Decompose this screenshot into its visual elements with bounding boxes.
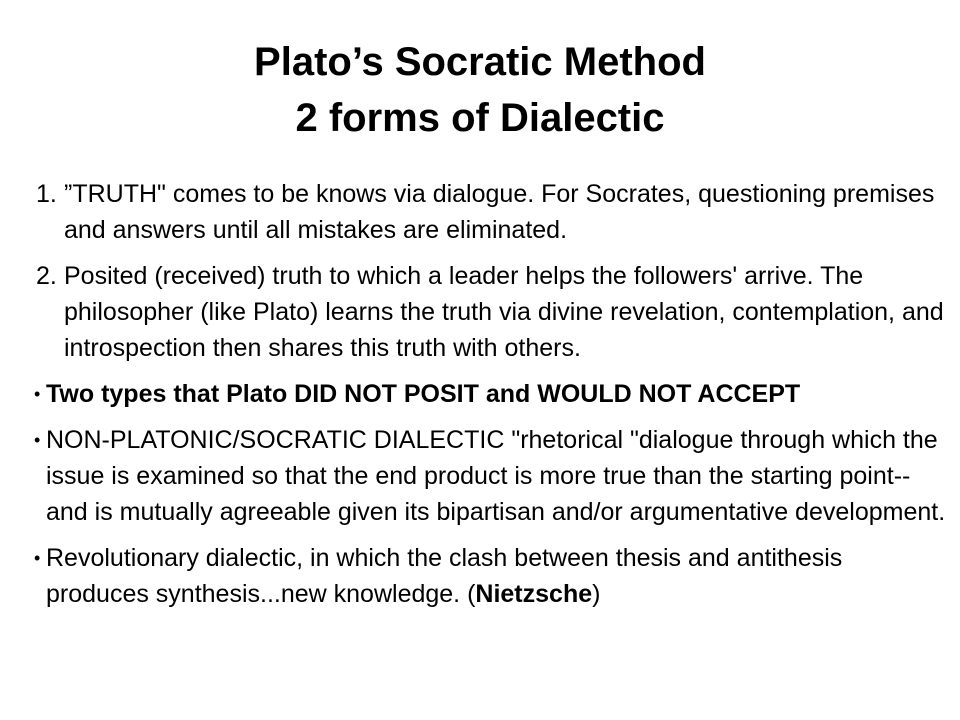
numbered-item-1-text: ”TRUTH" comes to be knows via dialogue. For Socrates, questioning premises and answers until all mistakes are eliminated. [64,180,935,244]
bullet-icon: • [34,430,41,450]
bullet-icon: • [34,548,41,568]
bullet-item-1 [0,376,960,412]
numbered-item-2-text: Posited (received) truth to which a leader helps the followers' arrive. The philosopher (like Plato) learns the truth via divine revelation, contemplation, and introspection then shares this truth with others. [64,262,944,362]
numbered-item-1-marker: 1. [36,180,57,208]
numbered-item-2-marker: 2. [36,262,57,290]
bullet-item-2-text: NON-PLATONIC/SOCRATIC DIALECTIC "rhetorical "dialogue through which the issue is examined so that the end product is more true than the starting point--and is mutually agreeable given its bipartisan and/or argumentative development. [46,426,946,526]
bullet-icon: • [34,384,41,404]
bullet-item-3-text [46,544,842,608]
bullet-item-3-prefix: Revolutionary dialectic, in which the clash between thesis and antithesis produces synthesis...new knowledge. ( [46,544,843,608]
bullet-item-2 [0,422,960,530]
numbered-item-2 [0,258,960,366]
bullet-item-3 [0,540,960,612]
slide-title [0,34,960,146]
slide-body [0,176,960,622]
bullet-item-3-suffix: ) [592,580,601,608]
numbered-item-1 [0,176,960,248]
title-line-2: 2 forms of Dialectic [295,96,665,140]
bullet-item-1-text: Two types that Plato DID NOT POSIT and WOULD NOT ACCEPT [46,380,801,408]
bullet-item-3-bold: Nietzsche [475,580,593,608]
title-line-1: Plato’s Socratic Method [254,40,706,84]
